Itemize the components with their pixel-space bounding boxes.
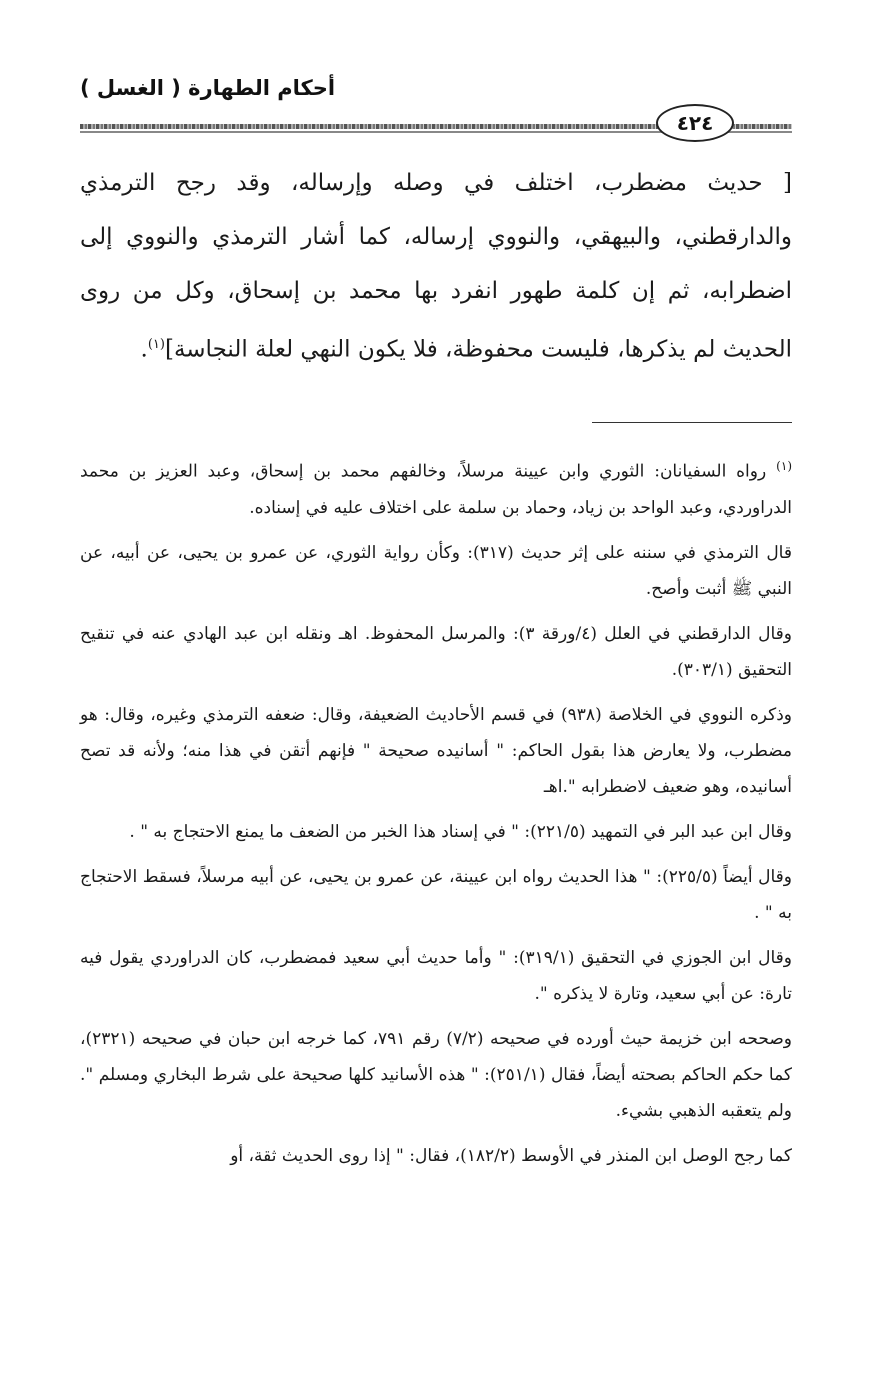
footnote-text: رواه السفيانان: الثوري وابن عيينة مرسلاً، وخالفهم محمد بن إسحاق، وعبد العزيز بن محمد الدراوردي، وعبد الواحد بن زياد، وحماد بن سلمة على اختلاف عليه في إسناده. [80,461,792,518]
footnotes-block [80,448,792,1183]
footnote-marker: (١) [776,459,792,473]
footnote-paragraph: وقال أيضاً (٢٢٥/٥): " هذا الحديث رواه ابن عيينة، عن عمرو بن يحيى، عن أبيه مرسلاً، فسقط الاحتجاج به " . [80,866,792,923]
footnote-paragraph: وقال ابن عبد البر في التمهيد (٢٢١/٥): " في إسناد هذا الخبر من الضعف ما يمنع الاحتجاج به " . [129,821,792,842]
main-text-block [80,156,792,377]
page-number: ٤٢٤ [656,104,734,142]
footnote-paragraph: كما رجح الوصل ابن المنذر في الأوسط (١٨٢/٢)، فقال: " إذا روى الحديث ثقة، أو [230,1145,792,1166]
footnote-paragraph: قال الترمذي في سننه على إثر حديث (٣١٧): وكأن رواية الثوري، عن عمرو بن يحيى، عن أبيه، عن النبي ﷺ أثبت وأصح. [80,542,792,599]
footnote-divider [592,422,792,423]
footnote-paragraph [80,448,792,526]
footnote-reference: (١) [147,337,165,352]
footnote-paragraph: وقال الدارقطني في العلل (٤/ورقة ٣): والمرسل المحفوظ. اهـ ونقله ابن عبد الهادي عنه في تنقيح التحقيق (٣٠٣/١). [80,623,792,680]
main-paragraph-end: . [140,336,148,363]
running-title: أحكام الطهارة ( الغسل ) [80,76,336,100]
footnote-paragraph: وصححه ابن خزيمة حيث أورده في صحيحه (٧/٢) رقم ٧٩١، كما خرجه ابن حبان في صحيحه (٢٣٢١)، كما حكم الحاكم بصحته أيضاً، فقال (٢٥١/١): " هذه الأسانيد كلها صحيحة على شرط البخاري ومسلم ". ولم يتعقبه الذهبي بشيء. [80,1028,792,1121]
footnote-paragraph: وذكره النووي في الخلاصة (٩٣٨) في قسم الأحاديث الضعيفة، وقال: ضعفه الترمذي وغيره، وقال: هو مضطرب، ولا يعارض هذا بقول الحاكم: " أسانيده صحيحة " فإنهم أتقن في هذا منه؛ ولأنه قد تصح أسانيده، وهو ضعيف لاضطرابه ".اهـ [80,704,792,797]
main-paragraph [80,156,792,377]
footnote-paragraph: وقال ابن الجوزي في التحقيق (٣١٩/١): " وأما حديث أبي سعيد فمضطرب، كان الدراوردي يقول فيه تارة: عن أبي سعيد، وتارة لا يذكره ". [80,947,792,1004]
main-paragraph-text: [ حديث مضطرب، اختلف في وصله وإرساله، وقد رجح الترمذي والدارقطني، والبيهقي، والنووي إرساله، كما أشار الترمذي والنووي إلى اضطرابه، ثم إن كلمة طهور انفرد بها محمد بن إسحاق، وكل من روى الحديث لم يذكرها، فليست محفوظة، فلا يكون النهي لعلة النجاسة] [80,170,792,363]
